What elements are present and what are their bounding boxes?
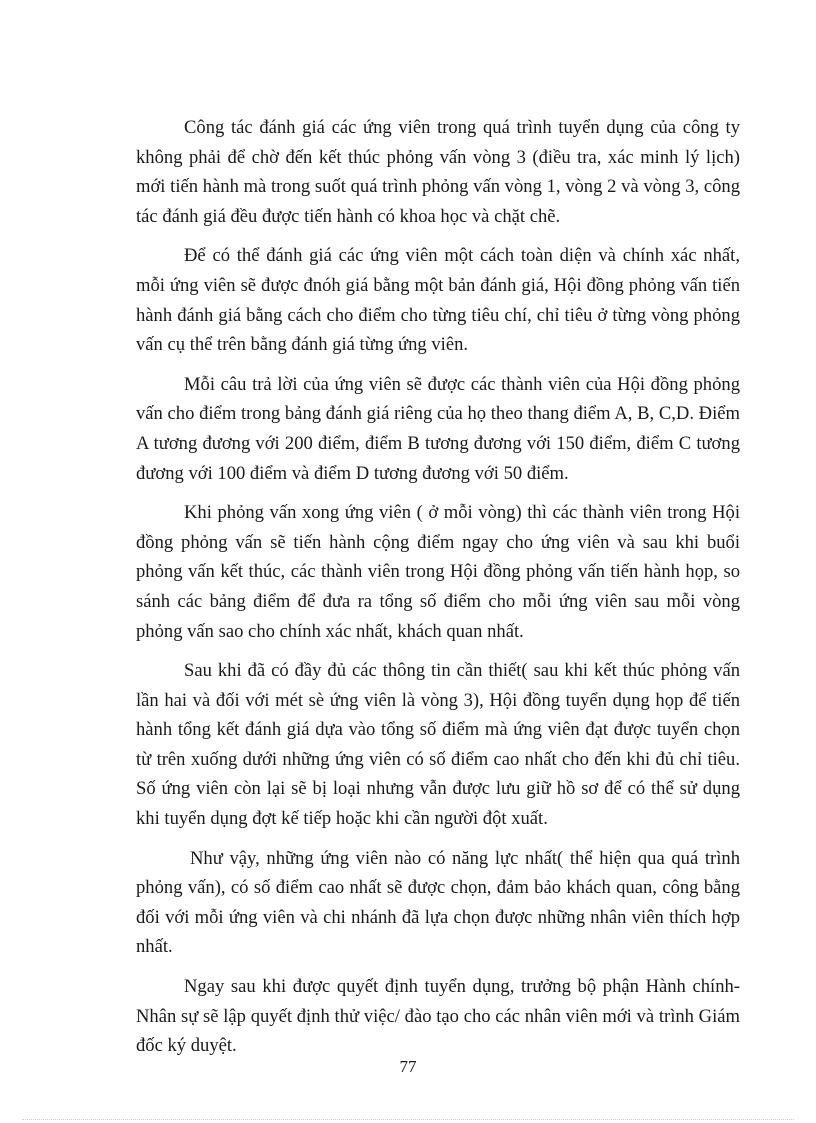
paragraph-3: Mỗi câu trả lời của ứng viên sẽ được các thành viên của Hội đồng phỏng vấn cho điểm trong bảng đánh giá riêng của họ theo thang điểm A, B, C,D. Điểm A tương đương với 200 điểm, điểm B tương đương với 150 điểm, điểm C tương đương với 100 điểm và điểm D tương đương với 50 điểm.: [136, 373, 740, 484]
page-body: [136, 113, 740, 1071]
paragraph-1: Công tác đánh giá các ứng viên trong quá trình tuyển dụng của công ty không phải để chờ đến kết thúc phỏng vấn vòng 3 (điều tra, xác minh lý lịch) mới tiến hành mà trong suốt quá trình phỏng vấn vòng 1, vòng 2 và vòng 3, công tác đánh giá đều được tiến hành có khoa học và chặt chẽ.: [136, 117, 740, 227]
page-bottom-divider: [22, 1119, 794, 1120]
paragraph-7: Ngay sau khi được quyết định tuyển dụng, trưởng bộ phận Hành chính-Nhân sự sẽ lập quyết định thử việc/ đào tạo cho các nhân viên mới và trình Giám đốc ký duyệt.: [136, 976, 740, 1057]
paragraph-6: Như vậy, những ứng viên nào có năng lực nhất( thể hiện qua quá trình phỏng vấn), có số điểm cao nhất sẽ được chọn, đảm bảo khách quan, công bằng đối với mỗi ứng viên và chi nhánh đã lựa chọn được những nhân viên thích hợp nhất.: [136, 847, 740, 958]
page-number: 77: [399, 1057, 417, 1076]
paragraph-2: Để có thể đánh giá các ứng viên một cách toàn diện và chính xác nhất, mỗi ứng viên sẽ được đnóh giá bằng một bản đánh giá, Hội đồng phỏng vấn tiến hành đánh giá bằng cách cho điểm cho từng tiêu chí, chỉ tiêu ở từng vòng phỏng vấn cụ thể trên bằng đánh giá từng ứng viên.: [136, 245, 740, 356]
paragraph-5: Sau khi đã có đầy đủ các thông tin cần thiết( sau khi kết thúc phỏng vấn lần hai và đối với mét sè ứng viên là vòng 3), Hội đồng tuyển dụng họp để tiến hành tổng kết đánh giá dựa vào tổng số điểm mà ứng viên đạt được tuyển chọn từ trên xuống dưới những ứng viên có số điểm cao nhất cho đến khi đủ chỉ tiêu. Số ứng viên còn lại sẽ bị loại nhưng vẫn được lưu giữ hồ sơ để có thể sử dụng khi tuyển dụng đợt kế tiếp hoặc khi cần người đột xuất.: [136, 660, 740, 830]
paragraph-4: Khi phỏng vấn xong ứng viên ( ở mỗi vòng) thì các thành viên trong Hội đồng phỏng vấn sẽ tiến hành cộng điểm ngay cho ứng viên và sau khi buổi phỏng vấn kết thúc, các thành viên trong Hội đồng phỏng vấn tiến hành họp, so sánh các bảng điểm để đưa ra tổng số điểm cho mỗi ứng viên sau mỗi vòng phỏng vấn sao cho chính xác nhất, khách quan nhất.: [136, 502, 740, 642]
